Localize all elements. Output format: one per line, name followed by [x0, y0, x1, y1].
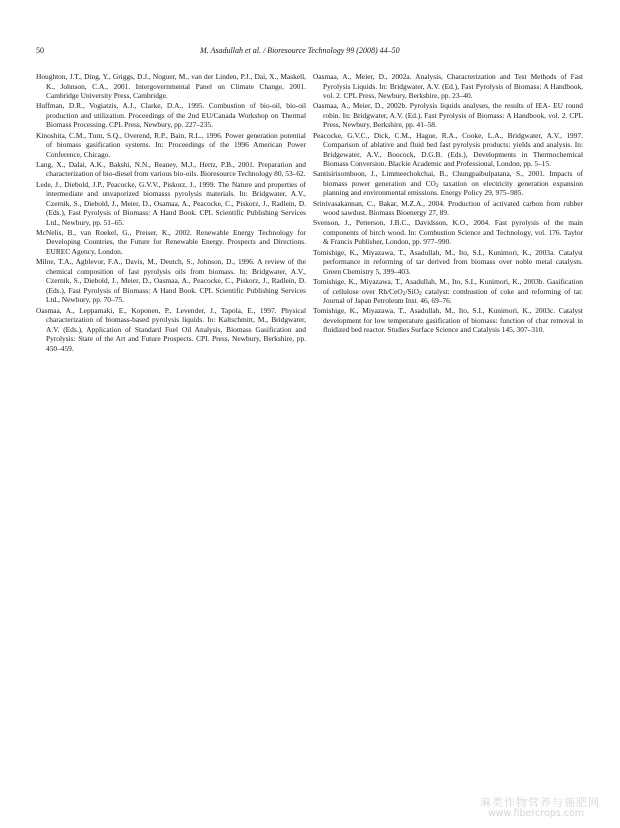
reference-entry: Houghton, J.T., Ding, Y., Griggs, D.J., Noguer, M., van der Linden, P.J., Dai, X., Maskell, K., Johnson, C.A., 2001. Intergovernmental Panel on Climate Change, 2001. Cambridge University Press, Cambridge. — [36, 72, 306, 100]
reference-entry: Oasmaa, A., Meier, D., 2002a. Analysis, Characterization and Test Methods of Fast Pyrolysis Liquids. In: Bridgwater, A.V. (Ed.), Fast Pyrolysis of Biomass: A Handbook, vol. 2. CPL Press, Newbury, Berkshire, pp. 23–40. — [313, 72, 583, 100]
ref-text: Santisirisomboon, J., Limmeechokchai, B., Chungpaibulpatana, S., 2001. Impacts of biomass power generation and CO — [313, 169, 583, 188]
ref-text: Tomishige, K., Miyazawa, T., Asadullah, M., Ito, S.I., Kunimori, K., 2003b. Gasification of cellulose over Rh/CeO — [313, 277, 583, 296]
reference-entry: Peacocke, G.V.C., Dick, C.M., Hague, R.A., Cooke, L.A., Bridgwater, A.V., 1997. Comparison of ablative and fluid bed fast pyrolysis products: yields and analysis. In: Bridgewater, A.V., Boocock, D.G.B. (Eds.), Developments in Thermochemical Biomass Conversion. Blackie Academic and Professional, London, pp. 5–15. — [313, 130, 583, 169]
references-right-column — [313, 72, 583, 336]
reference-entry: Tomishige, K., Miyazawa, T., Asadullah, M., Ito, S.I., Kunimori, K., 2003a. Catalyst performance in reforming of tar derived from biomass over noble metal catalysts. Green Chemistry 5, 399–403. — [313, 247, 583, 276]
reference-entry: Oasmaa, A., Meier, D., 2002b. Pyrolysis liquids analyses, the results of IEA- EU round robin. In: Bridgwater, A.V. (Ed.), Fast Pyrolysis of Biomass: A Handbook, vol. 2. CPL Press, Newbury, Berkshire, pp. 41–58. — [313, 101, 583, 130]
ref-text: /SiO — [405, 286, 419, 296]
subscript: 2 — [435, 182, 439, 189]
reference-entry: Srinivasakannan, C., Bakar, M.Z.A., 2004. Production of activated carbon from rubber wood sawdust. Biomass Bioenergy 27, 89. — [313, 198, 583, 218]
subscript: 2 — [402, 290, 406, 297]
reference-entry: Milne, T.A., Agblevor, F.A., Davis, M., Deutch, S., Johnson, D., 1996. A review of the chemical composition of fast pyrolysis oils from biomass. In: Bridgwater, A.V., Czernik, S., Diebold, J., Meier, D., Oasmaa, A., Peacocke, C., Piskorz, J., Radlein, D. (Eds.), Fast Pyrolysis of Biomass: A Hand Book. CPL Scientific Publishing Services Ltd., Newbury, pp. 70–75. — [36, 257, 306, 305]
reference-entry: Lang, X., Dalai, A.K., Bakshi, N.N., Reaney, M.J., Hertz, P.B., 2001. Preparation and characterization of bio-diesel from various bio-oils. Bioresource Technology 80, 53–62. — [36, 159, 306, 179]
watermark-url: www.fibercrops.com — [488, 808, 585, 819]
watermark-chinese: 麻类作物营养与施肥网 — [480, 796, 600, 809]
reference-entry: Tomishige, K., Miyazawa, T., Asadullah, M., Ito, S.I., Kunimori, K., 2003c. Catalyst development for low temperature gasification of biomass: function of char removal in fluidized bed reactor. Studies Surface Science and Catalysis 145, 307–310. — [313, 306, 583, 335]
reference-entry: Huffman, D.R., Vogiatzis, A.J., Clarke, D.A., 1995. Combustion of bio-oil, bio-oil production and utilization. Proceedings of the 2nd EU/Canada Workshop on Thermal Biomass Processing. CPL Press, Newbury, pp. 227–235. — [36, 101, 306, 130]
page-number: 50 — [36, 46, 44, 55]
subscript: 2 — [419, 290, 422, 297]
ref-text: catalyst: combustion of coke and reforming of tar. Journal of Japan Petroleum Inst. 46, 69–76. — [323, 286, 583, 306]
reference-entry — [313, 277, 583, 306]
references-left-column — [36, 72, 306, 354]
reference-entry: Oasmaa, A., Leppamaki, E., Koponen, P., Levender, J., Tapola, E., 1997. Physical characterization of biomass-based pyrolysis liquids. In: Kaltschmitt, M., Bridgwater, A.V. (Eds.), Application of Standard Fuel Oil Analysis, Biomass Gasification and Pyrolysis: State of the Art and Future Prospects. CPL Press, Newbury, Berkshire, pp. 450–459. — [36, 305, 306, 353]
ref-text: taxation on electricity generation expansion planning and environmental emissions. Energy Policy 29, 975–985. — [323, 178, 584, 198]
reference-entry — [313, 169, 583, 198]
reference-entry: McNelis, B., van Roekel, G., Preiser, K., 2002. Renewable Energy Technology for Developing Countries, the Future for Renewable Energy. Prospects and Directions. EUREC Agency, London. — [36, 227, 306, 256]
reference-entry: Lede, J., Diebold, J.P., Peacocke, G.V.V., Piskorz, J., 1999. The Nature and properties of intermediate and unvaporized biomasss pyrolysis materials. In: Bridgwater, A.V., Czernik, S., Diebold, J., Meier, D., Osamaa, A., Peacocke, C., Piskorz, J., Radlein, D. (Eds.), Fast Pyrolysis of Biomass: A Hand Book. CPL Scientific Publishing Services Ltd., Newbury, pp. 51–65. — [36, 179, 306, 227]
reference-entry: Kinoshita, C.M., Turn, S.Q., Overend, R.P., Bain, R.L., 1996. Power generation potential of biomass gasification systems. In: Proceedings of the 1996 American Power Conference, Chicago. — [36, 130, 306, 159]
reference-entry: Svenson, J., Petterson, J.B.C., Davidsson, K.O., 2004. Fast pyrolysis of the main components of birch wood. In: Combustion Science and Technology, vol. 176. Taylor & Francis Publisher, London, pp. 977–990. — [313, 218, 583, 247]
running-head: M. Asadullah et al. / Bioresource Technology 99 (2008) 44–50 — [200, 46, 400, 55]
